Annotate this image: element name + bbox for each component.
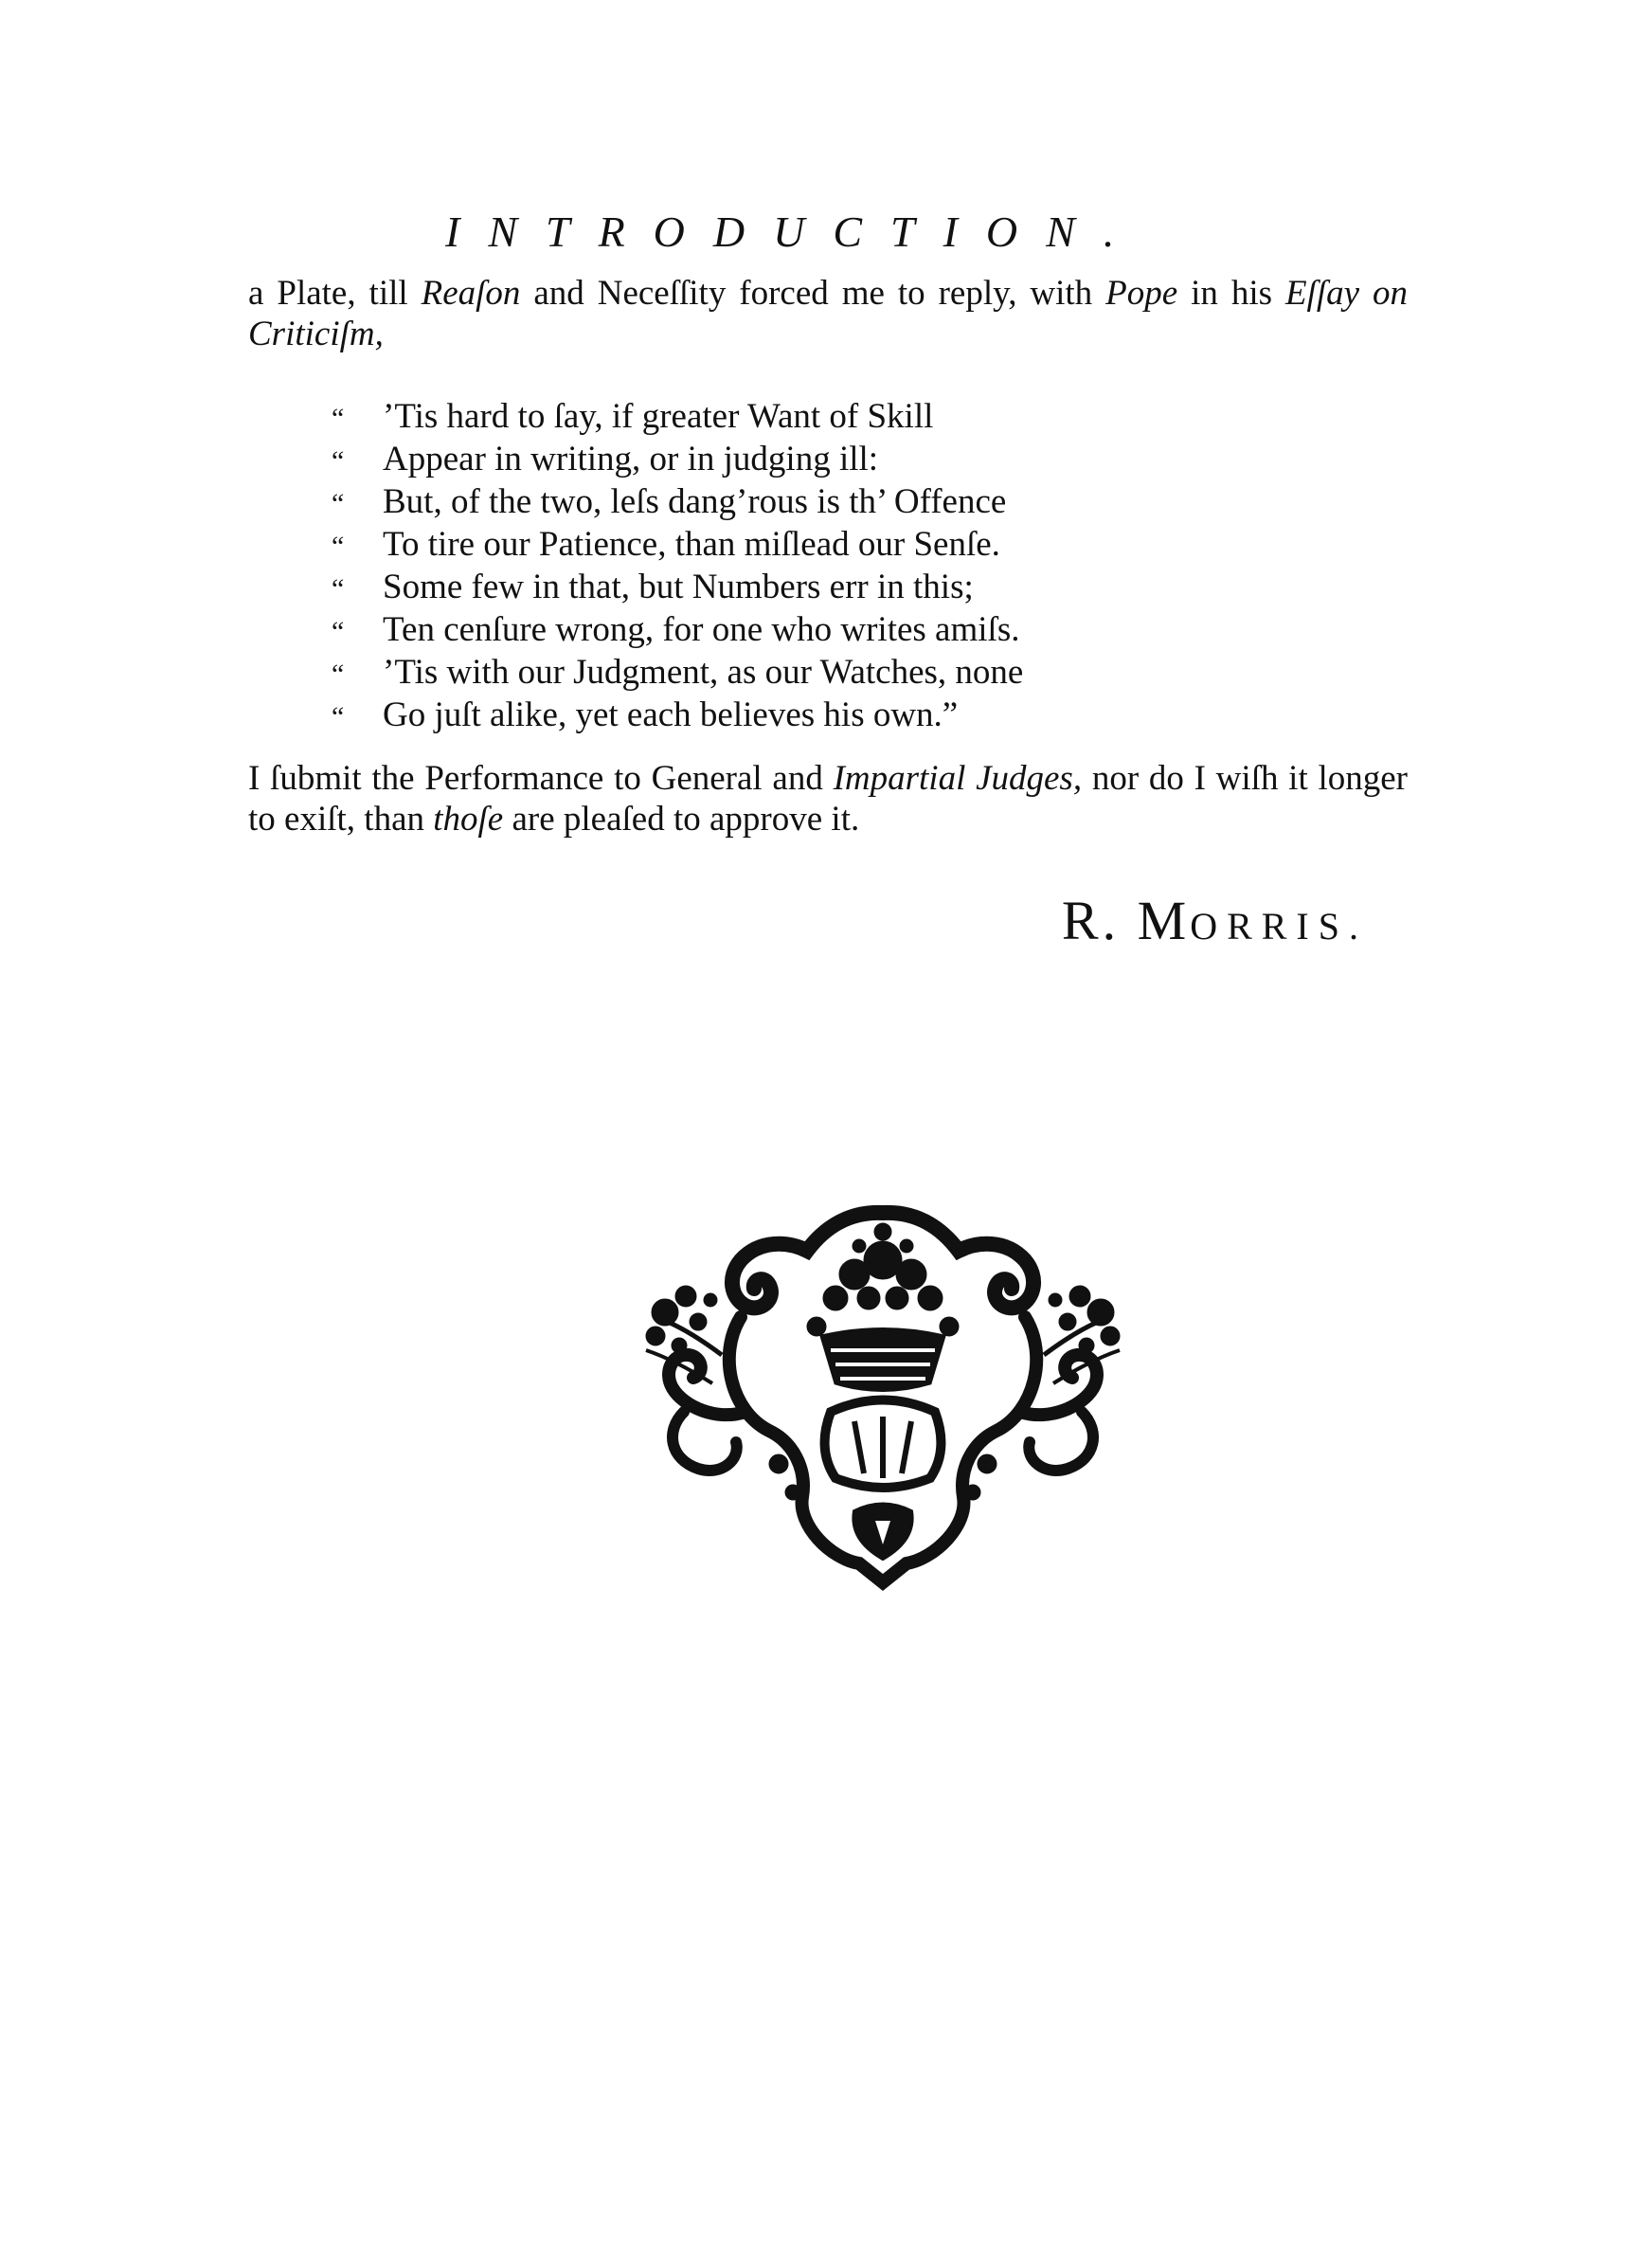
quote-mark: “ [332,403,345,434]
text-run-italic: Reaſon [421,274,521,313]
text-run: in his [1177,274,1285,313]
text-run-italic: Pope [1105,274,1178,313]
author-signature [1062,889,1368,952]
verse-line-text: ’Tis hard to ſay, if greater Want of Skill [383,397,934,436]
verse-line [332,609,1023,652]
text-run: I ſubmit the Performance to General and [248,759,834,798]
verse-line [332,567,1023,609]
verse-line [332,524,1023,567]
signature-surname-capital: M [1137,890,1191,951]
verse-line-text: Ten cenſure wrong, for one who writes amiſs. [383,610,1020,649]
verse-quotation [332,396,1023,737]
verse-line-text: ’Tis with our Judgment, as our Watches, none [383,653,1024,692]
verse-line [332,396,1023,439]
text-run: nor do I wiſh it longer to exiſt, than [248,759,1408,839]
signature-initial: R. [1061,890,1121,951]
quote-mark: “ [332,701,345,732]
verse-line [332,652,1023,695]
signature-surname-smallcaps: ORRIS. [1190,905,1368,948]
text-run: and Neceſſity forced me to reply, with [520,274,1106,313]
text-run-italic: thoſe [433,800,504,839]
verse-line-text: Appear in writing, or in judging ill: [383,440,879,478]
verse-line-text: Some few in that, but Numbers err in this; [383,568,974,606]
quote-mark: “ [332,531,345,562]
floral-cartouche-ornament-icon [627,1194,1139,1592]
verse-line [332,481,1023,524]
verse-line [332,695,1023,737]
running-head: INTRODUCTION. [445,208,1143,256]
quote-mark: “ [332,488,345,519]
verse-line-text: But, of the two, leſs dang’rous is th’ Offence [383,482,1007,521]
closing-paragraph [248,758,1408,840]
verse-line-text: To tire our Patience, than miſlead our Senſe. [383,525,1000,564]
quote-mark: “ [332,616,345,647]
text-run: a Plate, till [248,274,422,313]
text-run-italic: Eſſay on Criticiſm, [248,274,1408,353]
text-run-italic: Impartial Judges, [833,759,1083,798]
quote-mark: “ [332,659,345,690]
verse-line-text: Go juſt alike, yet each believes his own.” [383,695,959,734]
text-run: are pleaſed to approve it. [503,800,860,839]
quote-mark: “ [332,573,345,605]
verse-line [332,439,1023,481]
intro-paragraph [248,273,1408,354]
quote-mark: “ [332,445,345,477]
